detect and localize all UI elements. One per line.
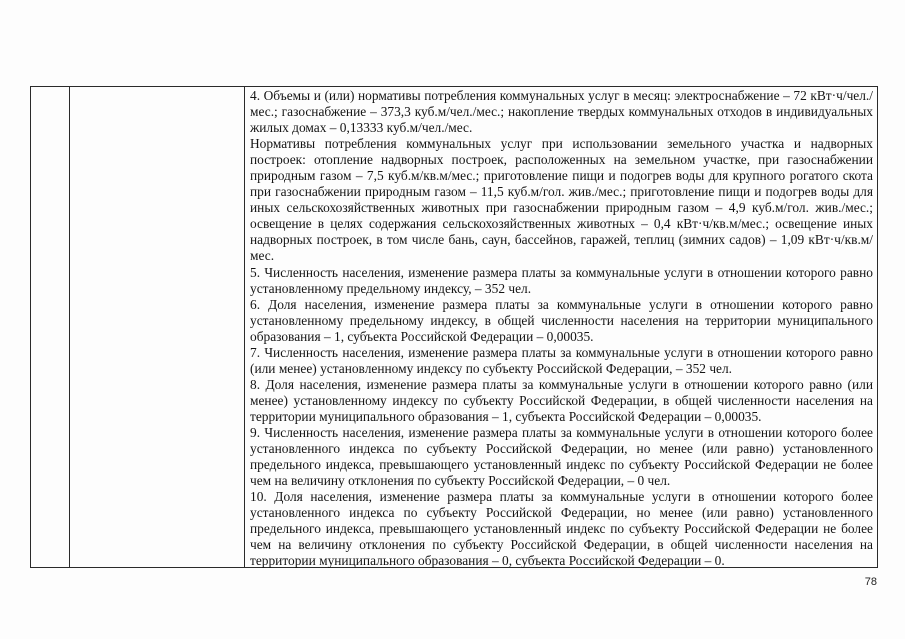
paragraph-item-7: 7. Численность населения, изменение размера платы за коммунальные услуги в отношении которого равно (или менее) установленному индексу по субъекту Российской Федерации, – 352 чел. bbox=[250, 344, 873, 376]
paragraph-item-10: 10. Доля населения, изменение размера платы за коммунальные услуги в отношении которого более установленного индекса по субъекту Российской Федерации, но менее (или равно) установленного предельного индекса, превышающего установленный индекс по субъекту Российской Федерации не более чем на величину отклонения по субъекту Российской Федерации, в общей численности населения на территории муниципального образования – 0, субъекта Российской Федерации – 0. bbox=[250, 489, 873, 569]
paragraph-item-8: 8. Доля населения, изменение размера платы за коммунальные услуги в отношении которого равно (или менее) установленному индексу по субъекту Российской Федерации, в общей численности населения на территории муниципального образования – 1, субъекта Российской Федерации – 0,00035. bbox=[250, 376, 873, 424]
paragraph-item-5: 5. Численность населения, изменение размера платы за коммунальные услуги в отношении которого равно установленному предельному индексу, – 352 чел. bbox=[250, 264, 873, 296]
document-table bbox=[30, 86, 878, 568]
paragraph-consumption-norms: Нормативы потребления коммунальных услуг при использовании земельного участка и надворных построек: отопление надворных построек, расположенных на земельном участке, при газоснабжении природным газом – 7,5 куб.м/кв.м/мес.; приготовление пищи и подогрев воды для крупного рогатого скота при газоснабжении природным газом – 11,5 куб.м/гол. жив./мес.; приготовление пищи и подогрев воды для иных сельскохозяйственных животных при газоснабжении природным газом – 4,9 куб.м/гол. жив./мес.; освещение в целях содержания сельскохозяйственных животных – 0,4 кВт·ч/кв.м/мес.; освещение иных надворных построек, в том числе бань, саун, бассейнов, гаражей, теплиц (зимних садов) – 1,09 кВт·ч/кв.м/мес. bbox=[250, 136, 873, 264]
page-number: 78 bbox=[864, 576, 877, 588]
paragraph-item-4: 4. Объемы и (или) нормативы потребления коммунальных услуг в месяц: электроснабжение – 72 кВт·ч/чел./мес.; газоснабжение – 373,3 куб.м/чел./мес.; накопление твердых коммунальных отходов в индивидуальных жилых домах – 0,13333 куб.м/чел./мес. bbox=[250, 88, 873, 136]
paragraph-item-9: 9. Численность населения, изменение размера платы за коммунальные услуги в отношении которого более установленного индекса по субъекту Российской Федерации, но менее (или равно) установленного предельного индекса, превышающего установленный индекс по субъекту Российской Федерации не более чем на величину отклонения по субъекту Российской Федерации, – 0 чел. bbox=[250, 424, 873, 489]
paragraph-item-6: 6. Доля населения, изменение размера платы за коммунальные услуги в отношении которого равно установленному предельному индексу, в общей численности населения на территории муниципального образования – 1, субъекта Российской Федерации – 0,00035. bbox=[250, 296, 873, 344]
table-column-divider-1 bbox=[69, 87, 70, 567]
table-cell-text bbox=[250, 88, 873, 569]
table-column-divider-2 bbox=[244, 87, 245, 567]
